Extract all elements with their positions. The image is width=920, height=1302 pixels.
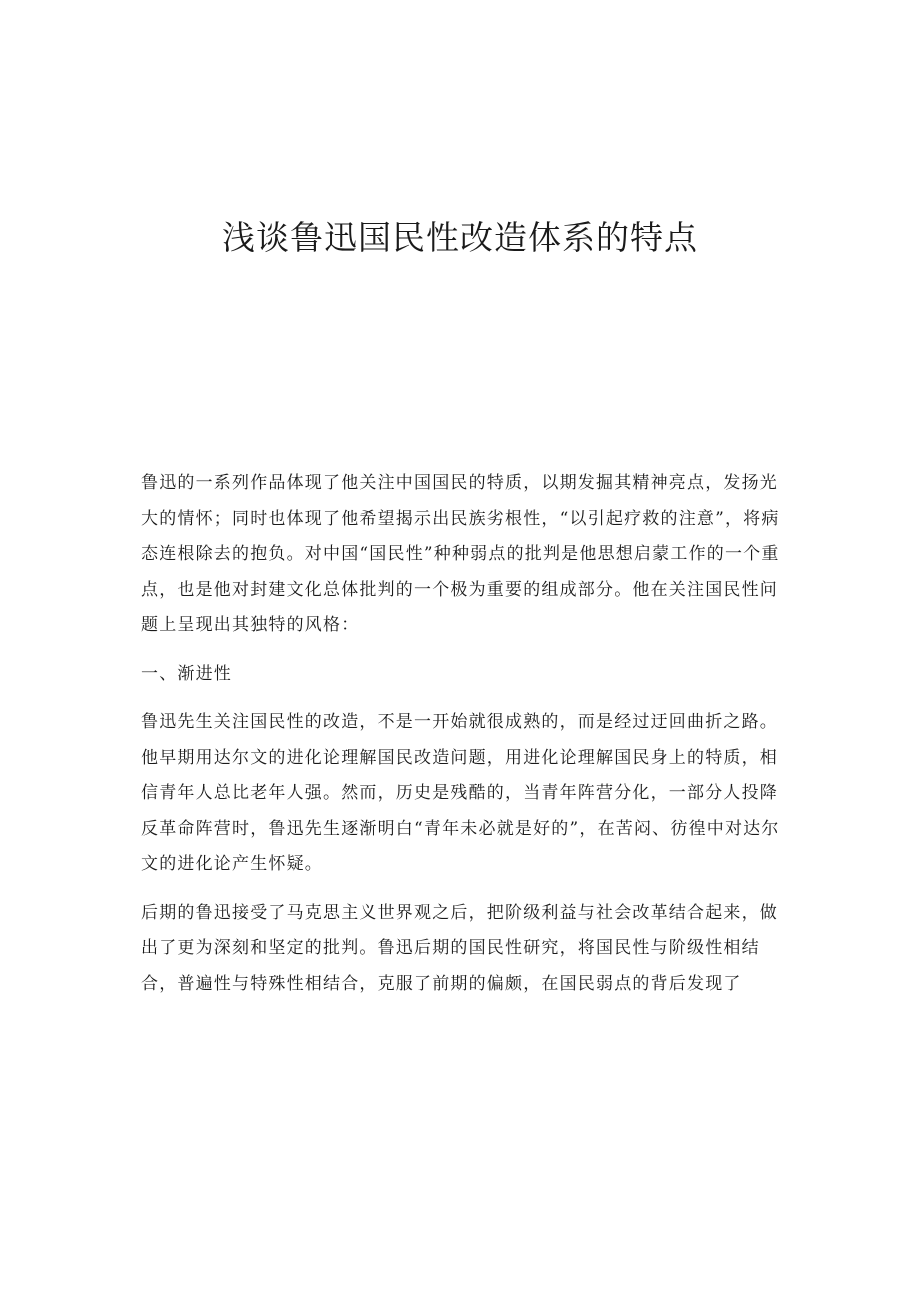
document-body xyxy=(141,466,791,1002)
section-paragraph-1: 鲁迅先生关注国民性的改造，不是一开始就很成熟的，而是经过迂回曲折之路。他早期用达尔文的进化论理解国民改造问题，用进化论理解国民身上的特质，相信青年人总比老年人强。然而，历史是残酷的，当青年阵营分化，一部分人投降反革命阵营时，鲁迅先生逐渐明白“青年未必就是好的”，在苦闷、彷徨中对达尔文的进化论产生怀疑。 xyxy=(141,712,780,874)
section-heading: 一、渐进性 xyxy=(141,663,232,684)
section-paragraph-2: 后期的鲁迅接受了马克思主义世界观之后，把阶级利益与社会改革结合起来，做出了更为深刻和坚定的批判。鲁迅后期的国民性研究，将国民性与阶级性相结合，普遍性与特殊性相结合，克服了前期的偏颇，在国民弱点的背后发现了 xyxy=(141,902,778,994)
intro-paragraph: 鲁迅的一系列作品体现了他关注中国国民的特质，以期发掘其精神亮点，发扬光大的情怀；同时也体现了他希望揭示出民族劣根性，“以引起疗救的注意”，将病态连根除去的抱负。对中国“国民性”种种弱点的批判是他思想启蒙工作的一个重点，也是他对封建文化总体批判的一个极为重要的组成部分。他在关注国民性问题上呈现出其独特的风格： xyxy=(141,473,780,635)
document-title: 浅谈鲁迅国民性改造体系的特点 xyxy=(222,218,698,257)
